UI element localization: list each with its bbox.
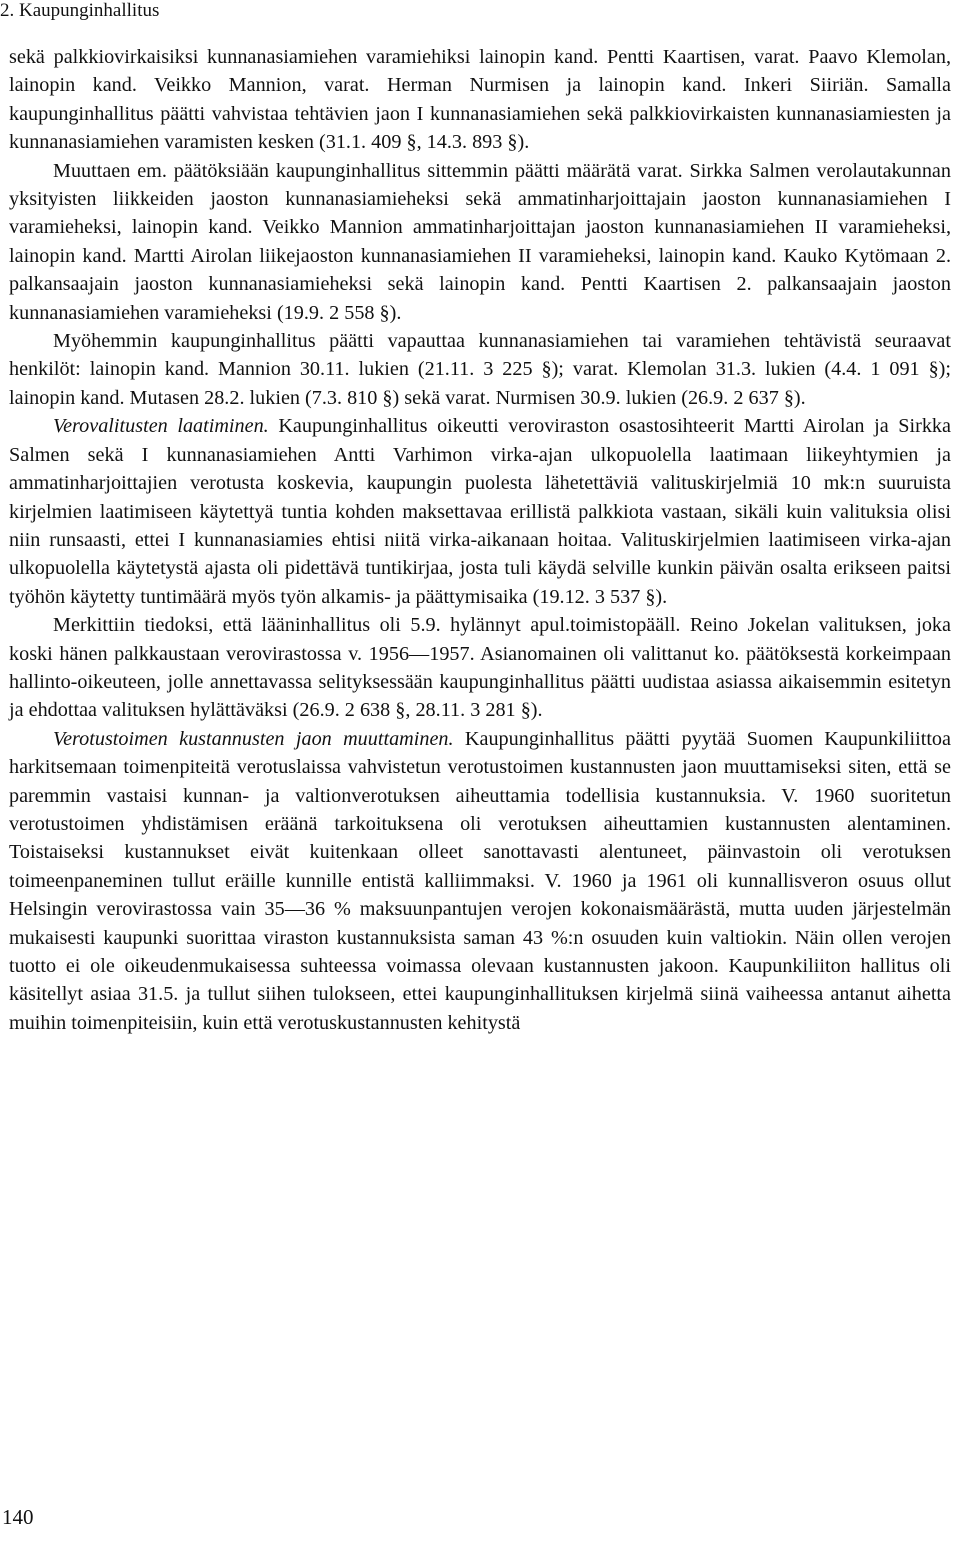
paragraph-appointments xyxy=(9,43,951,157)
section-heading: Verotustoimen kustannusten jaon muuttaminen. xyxy=(53,727,454,750)
paragraph-text: Kaupunginhallitus päätti pyytää Suomen Kaupunkiliittoa harkitsemaan toimenpiteitä verotuslaissa vahvistetun verotustoimen kustannusten jaon muuttamiseksi siten, että se paremmin vastaisi kunnan- ja valtionverotuksen aiheuttamia todellisia kustannuksia. V. 1960 suoritetun verotustoimen yhdistämisen eräänä tarkoituksena oli verotuksen aiheuttamien kustannusten alentaminen. Toistaiseksi kustannukset eivät kuitenkaan olleet sanottavasti alentuneet, päinvastoin oli verotuksen toimeenpaneminen tullut eräille kunnille entistä kalliimmaksi. V. 1960 ja 1961 oli kunnallisveron osuus ollut Helsingin verovirastossa vain 35—36 % maksuunpantujen verojen kokonaismäärästä, mutta uuden järjestelmän mukaisesti kaupunki suorittaa viraston kustannuksista saman 43 %:n osuuden kuin valtiokin. Näin ollen verojen tuotto ei ole oikeudenmukaisessa suhteessa voimassa olevaan kustannusten jakoon. Kaupunkiliiton hallitus oli käsitellyt asiaa 31.5. ja tullut siihen tulokseen, ettei kaupunginhallituksen kirjelmä siinä vaiheessa antanut aihetta muihin toimenpiteisiin, kuin että verotuskustannusten kehitystä xyxy=(9,727,951,1034)
running-header: 2. Kaupunginhallitus xyxy=(0,0,160,21)
paragraph-tax-appeals xyxy=(9,412,951,611)
paragraph-text: Myöhemmin kaupunginhallitus päätti vapauttaa kunnanasiamiehen tai varamiehen tehtävistä seuraavat henkilöt: lainopin kand. Mannion 30.11. lukien (21.11. 3 225 §); varat. Klemolan 31.3. lukien (4.4. 1 091 §); lainopin kand. Mutasen 28.2. lukien (7.3. 810 §) sekä varat. Nurmisen 30.9. lukien (26.9. 2 637 §). xyxy=(9,330,951,409)
page-body xyxy=(9,43,951,1037)
page-number: 140 xyxy=(2,1505,34,1529)
paragraph-text: Muuttaen em. päätöksiään kaupunginhallitus sittemmin päätti määrätä varat. Sirkka Salmen verolautakunnan yksityisten liikkeiden jaoston kunnanasiamieheksi sekä ammatinharjoittajain jaoston kunnanasiamiehen I varamieheksi, lainopin kand. Veikko Mannion ammatinharjoittajan jaoston kunnanasiamiehen II varamieheksi, lainopin kand. Martti Airolan liikejaoston kunnanasiamiehen II varamieheksi, lainopin kand. Kauko Kytömaan 2. palkansaajain jaoston kunnanasiamieheksi sekä lainopin kand. Pentti Kaartisen 2. palkansaajain jaoston kunnanasiamiehen varamieheksi (19.9. 2 558 §). xyxy=(9,159,951,324)
paragraph-jokela-appeal xyxy=(9,611,951,725)
section-heading: Verovalitusten laatiminen. xyxy=(53,415,269,438)
paragraph-text: Merkittiin tiedoksi, että lääninhallitus oli 5.9. hylännyt apul.toimistopääll. Reino Jokelan valituksen, joka koski hänen palkkaustaan verovirastossa v. 1956—1957. Asianomainen oli valittanut ko. päätöksestä korkeimpaan hallinto-oikeuteen, jolle annettavassa selityksessään kaupunginhallitus päätti uudistaa asiassa aikaisemmin esitetyn ja ehdottaa valituksen hylättäväksi (26.9. 2 638 §, 28.11. 3 281 §). xyxy=(9,614,951,722)
paragraph-cost-division xyxy=(9,725,951,1037)
paragraph-text: sekä palkkiovirkaisiksi kunnanasiamiehen varamiehiksi lainopin kand. Pentti Kaartisen, varat. Paavo Klemolan, lainopin kand. Veikko Mannion, varat. Herman Nurmisen ja lainopin kand. Inkeri Siiriän. Samalla kaupunginhallitus päätti vahvistaa tehtävien jaon I kunnanasiamiehen sekä palkkiovirkaisten kunnanasiamiesten ja kunnanasiamiehen varamisten kesken (31.1. 409 §, 14.3. 893 §). xyxy=(9,46,951,154)
paragraph-text: Kaupunginhallitus oikeutti veroviraston osastosihteerit Martti Airolan ja Sirkka Salmen sekä I kunnanasiamiehen Antti Varhimon virka-ajan ulkopuolella laatimaan liikeyhtymien ja ammatinharjoittajien verotusta koskevia, kaupungin puolesta lähetettäviä valituskirjelmiä 10 mk:n suuruista kirjelmien laatimiseen käytettyä tuntia kohden maksettavaa erillistä palkkiota vastaan, sikäli kuin valituksia olisi niin runsaasti, ettei I kunnanasiamies ehtisi niitä virka-aikanaan hoitaa. Valituskirjelmien laatimiseen virka-ajan ulkopuolella käytetystä ajasta oli pidettävä tuntikirjaa, josta tuli käydä selville kunkin päivän osalta erikseen paitsi työhön käytetty tuntimäärä myös työn alkamis- ja päättymisaika (19.12. 3 537 §). xyxy=(9,415,951,608)
paragraph-releases xyxy=(9,327,951,412)
paragraph-reassignments xyxy=(9,157,951,327)
